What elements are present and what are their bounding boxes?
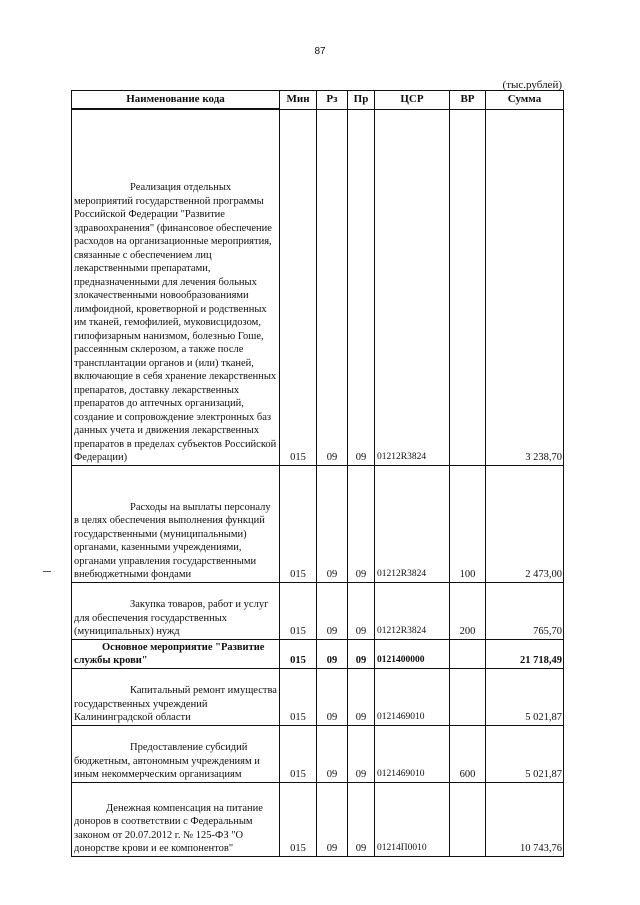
row-name-text: Реализация отдельных мероприятий государственной программы Российской Федерации "Развитие здравоохранения" (финансовое обеспечение расходов на организационные мероприятия, связанные с обеспечением лиц лекарственными препаратами, предназначенными для лечения больных злокачественными новообразованиями лимфоидной, кроветворной и родственных им тканей, гемофилией, муковисцидозом, гипофизарным нанизмом, болезнью Гоше, рассеянным склерозом, а также после трансплантации органов и (или) тканей, включающие в себя хранение лекарственных препаратов, доставку лекарственных препаратов до аптечных организаций, создание и сопровождение электронных баз данных учета и движения лекарственных препаратов в пределах субъектов Российской Федерации)	[74, 182, 277, 463]
row-name	[72, 109, 280, 465]
row-name-text: Расходы на выплаты персоналу в целях обеспечения выполнения функций государственными (муниципальными) органами, казенными учреждениями, органами управления государственными внебюджетными фондами	[74, 501, 271, 580]
row-name	[72, 639, 280, 668]
table-row	[72, 465, 564, 582]
row-rz: 09	[317, 109, 348, 465]
row-rz: 09	[317, 725, 348, 782]
row-csr: 0121400000	[375, 639, 450, 668]
header-csr: ЦСР	[375, 91, 450, 110]
row-vr	[450, 782, 486, 856]
row-csr: 01212R3824	[375, 109, 450, 465]
row-min: 015	[280, 109, 317, 465]
row-sum: 3 238,70	[486, 109, 564, 465]
row-vr: 600	[450, 725, 486, 782]
row-vr	[450, 668, 486, 725]
row-sum: 765,70	[486, 582, 564, 639]
row-name	[72, 782, 280, 856]
header-name: Наименование кода	[72, 91, 280, 110]
row-sum: 5 021,87	[486, 725, 564, 782]
row-rz: 09	[317, 668, 348, 725]
margin-mark	[43, 571, 51, 572]
row-rz: 09	[317, 639, 348, 668]
row-vr: 100	[450, 465, 486, 582]
table-row	[72, 782, 564, 856]
row-vr	[450, 639, 486, 668]
row-name	[72, 725, 280, 782]
row-pr: 09	[348, 782, 375, 856]
row-name	[72, 668, 280, 725]
header-vr: ВР	[450, 91, 486, 110]
row-rz: 09	[317, 782, 348, 856]
row-name	[72, 465, 280, 582]
row-name-text: Денежная компенсация на питание доноров в соответствии с Федеральным законом от 20.07.2012 г. № 125-ФЗ "О донорстве крови и ее компонентов"	[74, 802, 263, 854]
row-min: 015	[280, 782, 317, 856]
row-csr: 01214П0010	[375, 782, 450, 856]
table-row	[72, 639, 564, 668]
row-min: 015	[280, 465, 317, 582]
row-pr: 09	[348, 668, 375, 725]
row-pr: 09	[348, 639, 375, 668]
row-name-text: Предоставление субсидий бюджетным, автономным учреждениям и иным некоммерческим организациям	[74, 742, 260, 780]
row-pr: 09	[348, 465, 375, 582]
row-csr: 0121469010	[375, 725, 450, 782]
row-vr	[450, 109, 486, 465]
header-sum: Сумма	[486, 91, 564, 110]
row-rz: 09	[317, 465, 348, 582]
row-vr: 200	[450, 582, 486, 639]
row-sum: 21 718,49	[486, 639, 564, 668]
row-min: 015	[280, 725, 317, 782]
row-min: 015	[280, 639, 317, 668]
row-name-text: Капитальный ремонт имущества государственных учреждений Калининградской области	[74, 685, 277, 723]
row-name	[72, 582, 280, 639]
row-sum: 10 743,76	[486, 782, 564, 856]
units-label: (тыс.рублей)	[502, 79, 562, 91]
row-name-text: Основное мероприятие "Развитие службы крови"	[74, 641, 265, 666]
row-rz: 09	[317, 582, 348, 639]
row-csr: 0121469010	[375, 668, 450, 725]
header-pr: Пр	[348, 91, 375, 110]
table-row	[72, 582, 564, 639]
row-min: 015	[280, 582, 317, 639]
row-csr: 01212R3824	[375, 465, 450, 582]
table-row	[72, 668, 564, 725]
row-sum: 2 473,00	[486, 465, 564, 582]
row-csr: 01212R3824	[375, 582, 450, 639]
row-name-text: Закупка товаров, работ и услуг для обеспечения государственных (муниципальных) нужд	[74, 599, 269, 637]
page-number: 87	[314, 46, 326, 57]
table-header-row	[72, 91, 564, 110]
row-pr: 09	[348, 109, 375, 465]
row-min: 015	[280, 668, 317, 725]
table-row	[72, 109, 564, 465]
table-row	[72, 725, 564, 782]
row-sum: 5 021,87	[486, 668, 564, 725]
row-pr: 09	[348, 725, 375, 782]
header-rz: Рз	[317, 91, 348, 110]
row-pr: 09	[348, 582, 375, 639]
header-min: Мин	[280, 91, 317, 110]
budget-table	[71, 90, 564, 857]
